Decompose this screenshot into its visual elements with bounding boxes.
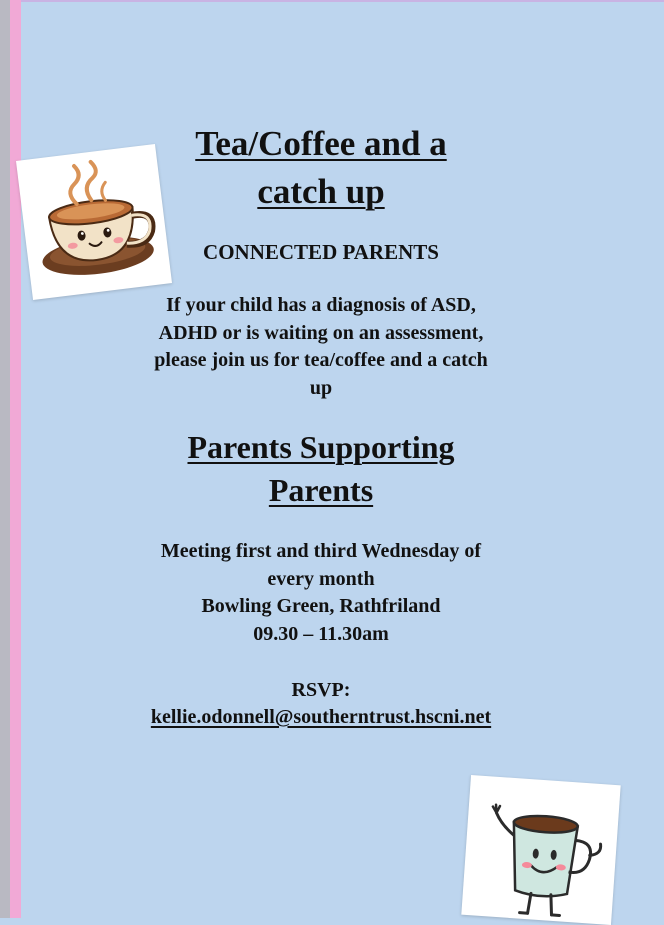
group-name: CONNECTED PARENTS [203, 240, 439, 264]
rsvp-email-link[interactable]: kellie.odonnell@southerntrust.hscni.net [150, 706, 492, 728]
intro-line: up [309, 376, 333, 399]
intro-line: If your child has a diagnosis of ASD, [166, 294, 476, 316]
poster-subtitle [121, 426, 521, 512]
waving-mug-character-icon [461, 775, 620, 925]
meeting-time: 09.30 – 11.30am [253, 622, 389, 645]
poster-title-line: Tea/Coffee and a [195, 124, 447, 163]
meeting-schedule: Meeting first and third Wednesday of [160, 540, 482, 562]
intro-text [121, 292, 521, 402]
poster-title [121, 120, 521, 216]
meeting-schedule-cont: every month [267, 567, 375, 590]
intro-line: please join us for tea/coffee and a catch [154, 349, 488, 371]
meeting-details [121, 538, 521, 648]
meeting-location: Bowling Green, Rathfriland [201, 595, 441, 617]
poster-subtitle-line: Parents Supporting [187, 429, 455, 465]
smiling-coffee-cup-icon [16, 144, 172, 300]
intro-line: ADHD or is waiting on an assessment, [158, 321, 484, 344]
poster [21, 2, 664, 918]
poster-title-line: catch up [257, 172, 385, 211]
left-pink-border [10, 0, 21, 918]
rsvp-label: RSVP: [291, 679, 351, 701]
poster-subtitle-line: Parents [268, 472, 374, 508]
left-edge-border [0, 0, 10, 918]
